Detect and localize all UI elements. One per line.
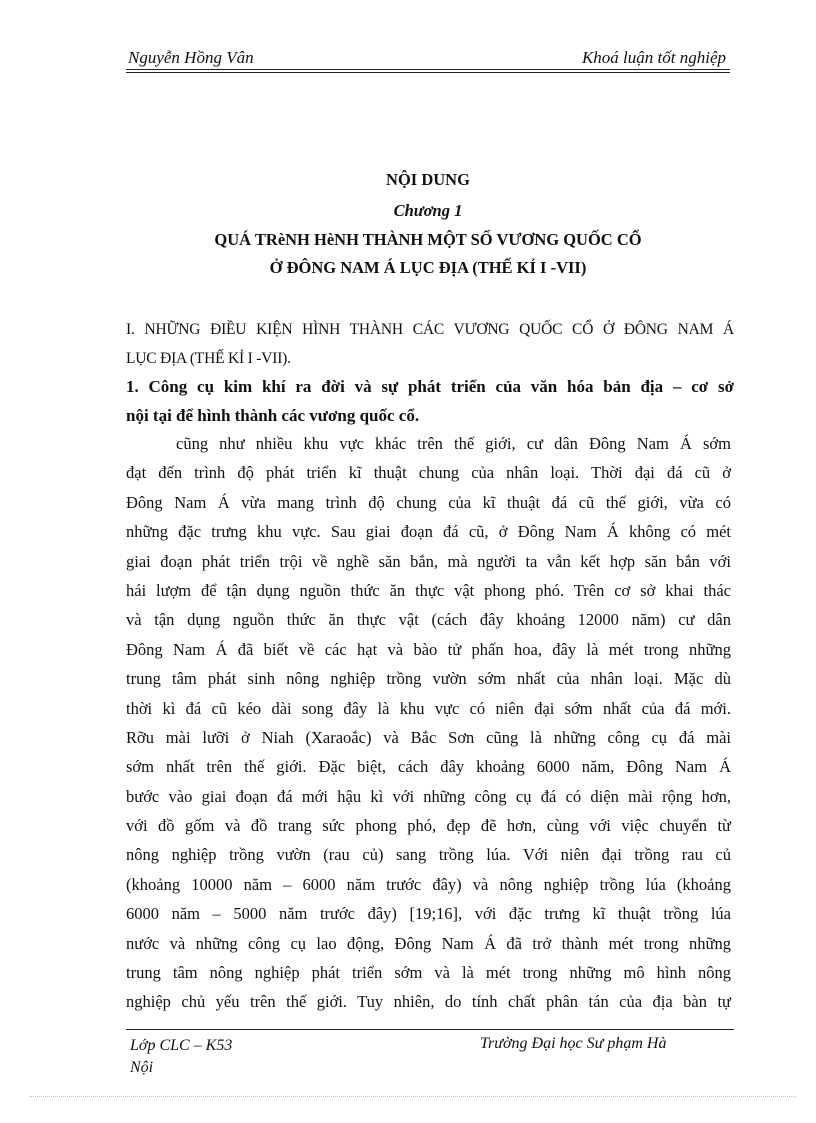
- footer-school: Trường Đại học Sư phạm Hà: [480, 1035, 667, 1052]
- subsection-heading-line-1: 1. Công cụ kim khí ra đời và sự phát triển của văn hóa bản địa – cơ sở: [126, 377, 734, 396]
- paragraph-line: trung tâm phát sinh nông nghiệp trồng vườn sớm nhất của nhân loại. Mặc dù: [126, 669, 731, 689]
- paragraph-line: Đông Nam Á vừa mang trình độ chung của kĩ thuật đá cũ thế giới, vừa có: [126, 492, 731, 512]
- paragraph-line: bước vào giai đoạn đá mới hậu kì với những công cụ đá có diện mài rộng hơn,: [126, 786, 731, 806]
- paragraph-line: hái lượm để tận dụng nguồn thức ăn thực vật phong phó. Trên cơ sở khai thác: [126, 580, 731, 600]
- paragraph-line: cũng như nhiều khu vực khác trên thế giới, cư dân Đông Nam Á sớm: [176, 434, 731, 453]
- footer-rule: [126, 1029, 734, 1030]
- subsection-heading: [126, 372, 734, 431]
- paragraph-line: trung tâm nông nghiệp phát triển sớm và là mét trong những mô hình nông: [126, 963, 731, 983]
- header-rule-secondary: [126, 72, 730, 73]
- section-heading: [126, 316, 734, 373]
- paragraph-line: nghiệp chủ yếu trên thế giới. Tuy nhiên, do tính chất phân tán của địa bàn tự: [126, 992, 731, 1012]
- page-bottom-divider: [30, 1096, 796, 1097]
- paragraph-line: nước và những công cụ lao động, Đông Nam Á đã trở thành mét trong những: [126, 933, 731, 953]
- subsection-heading-line-2: nội tại để hình thành các vương quốc cổ.: [126, 406, 420, 426]
- body-paragraph: [126, 429, 731, 1017]
- paragraph-line: (khoảng 10000 năm – 6000 năm trước đây) và nông nghiệp trồng lúa (khoảng: [126, 874, 731, 894]
- paragraph-line: với đồ gốm và đồ trang sức phong phó, đẹp đẽ hơn, cùng với việc chuyển từ: [126, 816, 731, 836]
- footer-class: [130, 1035, 232, 1079]
- paragraph-line: giai đoạn phát triển trội về nghề săn bắn, mà người ta vẫn kết hợp săn bắn với: [126, 551, 731, 571]
- chapter-label: Chương 1: [393, 201, 463, 220]
- header-rule: [126, 69, 730, 70]
- paragraph-line: đạt đến trình độ phát triển kĩ thuật chung của nhân loại. Thời đại đá cũ ở: [126, 463, 731, 483]
- chapter-title-line-2: Ở ĐÔNG NAM Á LỤC ĐỊA (THẾ KỈ I -VII): [269, 258, 587, 277]
- paragraph-line: Đông Nam Á đã biết về các hạt và bào tử phấn hoa, đây là mét trong những: [126, 639, 731, 659]
- section-heading-line-2: LỤC ĐỊA (THẾ KỈ I -VII).: [126, 350, 291, 368]
- footer-class-line-2: Nội: [130, 1059, 154, 1076]
- header-document-type: Khoá luận tốt nghiệp: [581, 48, 726, 67]
- paragraph-line: nông nghiệp trồng vườn (rau củ) sang trồng lúa. Với niên đại trồng rau củ: [126, 845, 731, 865]
- section-heading-line-1: I. NHỮNG ĐIỀU KIỆN HÌNH THÀNH CÁC VƯƠNG QUỐC CỔ Ở ĐÔNG NAM Á: [126, 321, 734, 338]
- content-title: NỘI DUNG: [386, 170, 470, 189]
- paragraph-line: những đặc trưng khu vực. Sau giai đoạn đá cũ, ở Đông Nam Á không có mét: [126, 522, 731, 542]
- chapter-title-line-1: QUÁ TRèNH HèNH THÀNH MỘT SỐ VƯƠNG QUỐC CỔ: [214, 230, 642, 249]
- paragraph-line: thời kì đá cũ kéo dài song đây là khu vực có niên đại sớm nhất của đá mới.: [126, 698, 731, 718]
- paragraph-line: và tận dụng nguồn thức ăn thực vật (cách đây khoảng 12000 năm) cư dân: [126, 610, 731, 630]
- header-author: Nguyễn Hồng Vân: [128, 48, 254, 67]
- footer-class-line-1: Lớp CLC – K53: [130, 1037, 233, 1054]
- paragraph-line: Rỡu mài lưỡi ở Niah (Xaraoắc) và Bắc Sơn cũng là những công cụ đá mài: [126, 727, 731, 747]
- paragraph-line: sớm nhất trên thế giới. Đặc biệt, cách đây khoảng 6000 năm, Đông Nam Á: [126, 757, 731, 777]
- paragraph-line: 6000 năm – 5000 năm trước đây) [19;16], với đặc trưng kĩ thuật trồng lúa: [126, 904, 731, 924]
